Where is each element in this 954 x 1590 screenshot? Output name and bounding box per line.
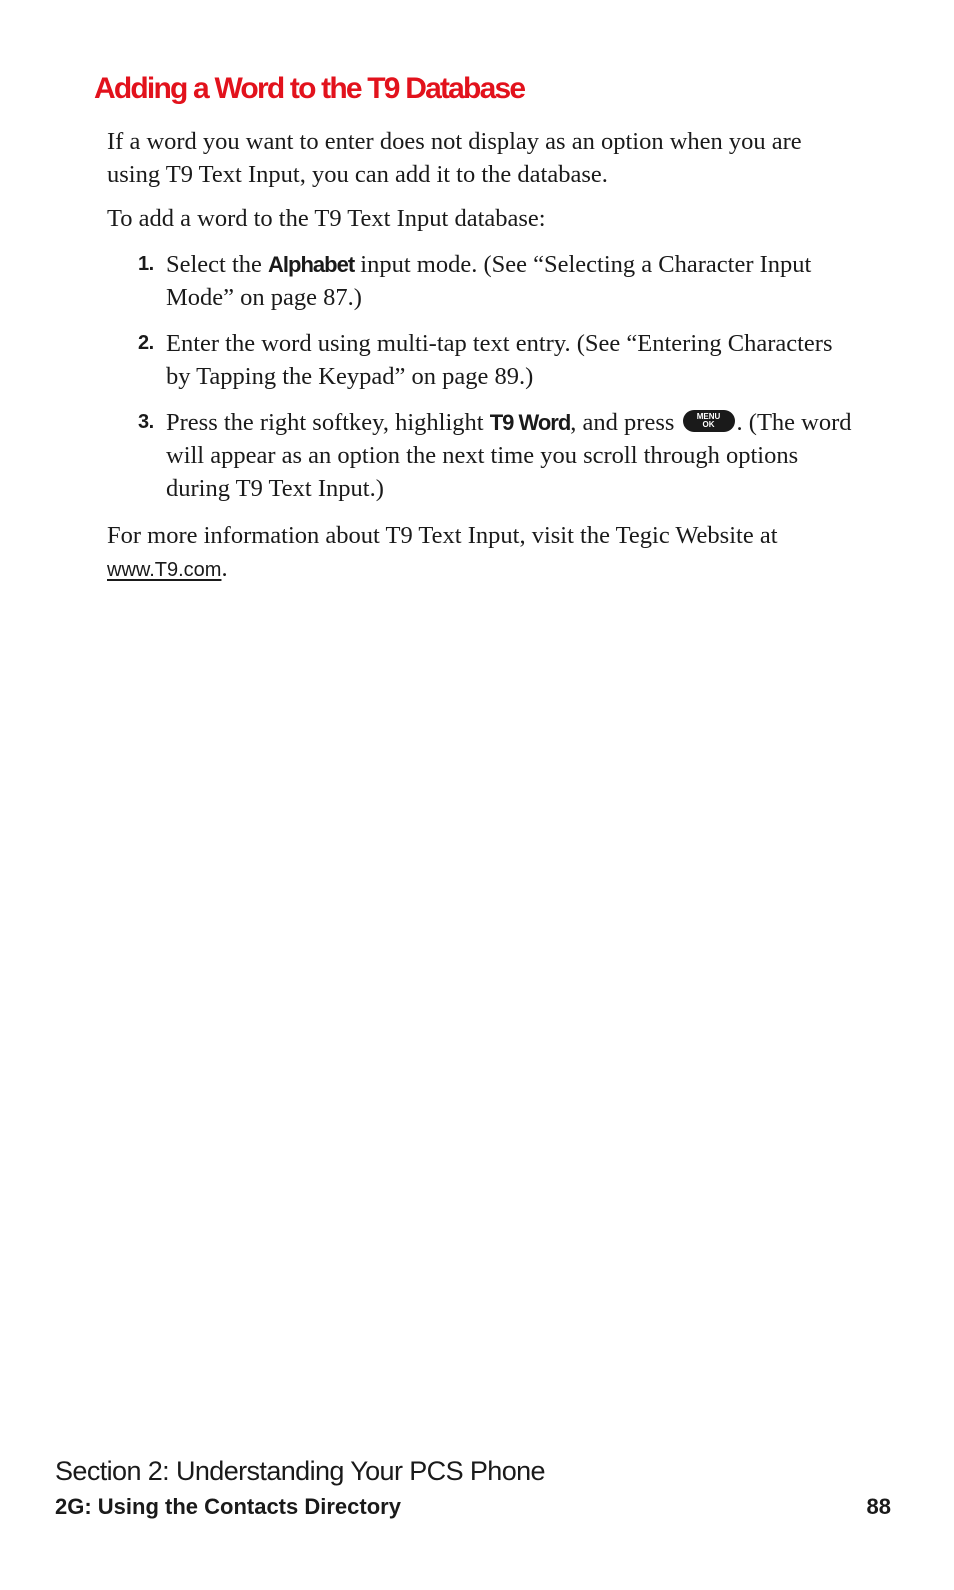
step-number: 3.	[138, 411, 154, 433]
step-2	[138, 327, 853, 393]
step-text-part: , and press	[570, 409, 681, 436]
t9-website-link[interactable]: www.T9.com	[107, 559, 222, 581]
intro-paragraph: If a word you want to enter does not display as an option when you are using T9 Text Input, you can add it to the database.	[107, 128, 802, 188]
more-info-text: For more information about T9 Text Input, visit the Tegic Website at	[107, 522, 778, 549]
step-text-part: input mode. (See “Selecting a Character Input Mode” on page 87.)	[166, 251, 812, 311]
t9-word-option-label: T9 Word	[489, 410, 571, 435]
more-info-paragraph	[107, 519, 852, 587]
page-number: 88	[866, 1494, 891, 1519]
step-text-part: . (The word will appear as an option the next time you scroll through options during T9 Text Input.)	[166, 409, 852, 502]
menu-key-bottom-label: OK	[702, 420, 715, 430]
step-3	[138, 406, 853, 505]
step-text: Enter the word using multi-tap text entry. (See “Entering Characters by Tapping the Keypad” on page 89.)	[166, 330, 833, 390]
footer-chapter-title: 2G: Using the Contacts Directory	[55, 1494, 401, 1519]
section-heading: Adding a Word to the T9 Database	[94, 72, 525, 105]
step-text	[166, 248, 853, 314]
step-text-part: Select the	[166, 251, 269, 278]
menu-key-top-label: MENU	[696, 412, 721, 422]
menu-ok-key-icon	[683, 410, 735, 432]
step-number: 1.	[138, 253, 154, 275]
alphabet-mode-label: Alphabet	[268, 252, 355, 277]
lead-in-paragraph: To add a word to the T9 Text Input database:	[107, 205, 546, 232]
step-number: 2.	[138, 332, 154, 354]
step-text-part: Press the right softkey, highlight	[166, 409, 490, 436]
step-text	[166, 406, 853, 505]
step-1	[138, 248, 853, 314]
more-info-end: .	[221, 555, 228, 582]
footer-section-title: Section 2: Understanding Your PCS Phone	[55, 1456, 545, 1486]
